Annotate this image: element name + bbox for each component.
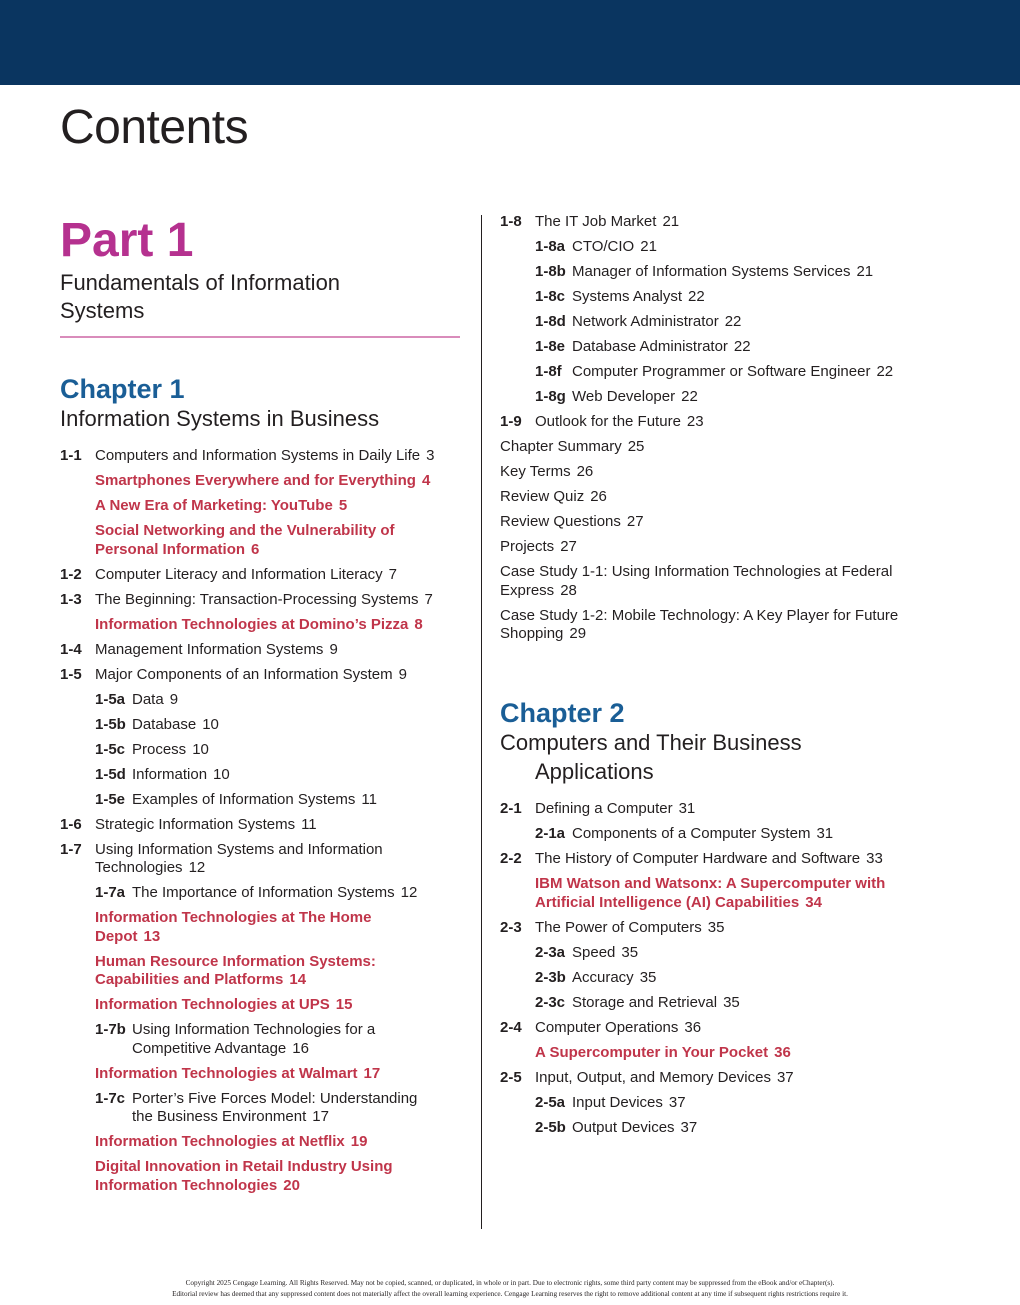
section-number: 2-3b	[535, 968, 566, 986]
page-number: 4	[421, 472, 431, 489]
end-matter-entry	[500, 488, 900, 507]
page-number: 26	[576, 463, 594, 480]
section-number: 1-8d	[535, 313, 566, 330]
page-number: 11	[361, 790, 377, 808]
section-number: 2-5	[500, 1068, 522, 1086]
page-number: 22	[724, 313, 742, 330]
entry-title: Projects	[500, 538, 555, 555]
feature-entry	[60, 1133, 440, 1152]
section-number: 2-4	[500, 1018, 522, 1036]
toc-entry	[60, 816, 440, 835]
copyright-footer	[0, 1278, 1020, 1300]
section-number: 1-5d	[95, 765, 126, 783]
page-number: 27	[560, 538, 577, 555]
entry-title: Storage and Retrieval	[572, 993, 718, 1011]
entry-title: Information Technologies at Netflix	[95, 1133, 345, 1150]
entry-title: Review Quiz	[500, 488, 585, 505]
page-number: 31	[678, 800, 696, 817]
page-number: 17	[312, 1108, 329, 1125]
toc-entry	[500, 1119, 900, 1138]
toc-entry	[60, 666, 440, 685]
page-number: 12	[400, 884, 418, 901]
entry-title: Case Study 1-2: Mobile Technology: A Key Player for Future Shopping	[500, 606, 899, 642]
entry-title: Database Administrator	[572, 338, 728, 355]
toc-entry	[500, 825, 900, 844]
entry-title: IBM Watson and Watsonx: A Supercomputer with Artificial Intelligence (AI) Capabilities	[535, 875, 886, 911]
page-number: 6	[251, 540, 260, 558]
page-number: 33	[866, 850, 883, 867]
entry-title: Database	[132, 715, 197, 733]
section-number: 1-8f	[535, 363, 562, 380]
toc-entry	[500, 1094, 900, 1113]
copyright-line-1: Copyright 2025 Cengage Learning. All Rights Reserved. May not be copied, scanned, or duplicated, in whole or in part. Due to electronic rights, some third party content may be suppressed from the eBook and/or eChapter(s).	[185, 1279, 835, 1287]
entry-title: Management Information Systems	[95, 640, 324, 658]
toc-entry	[500, 1069, 900, 1088]
toc-entry	[60, 566, 440, 585]
page-title: Contents	[60, 101, 249, 154]
left-column	[60, 215, 460, 1202]
copyright-line-2: Editorial review has deemed that any suppressed content does not materially affect the overall learning experience. Cengage Learning reserves the right to remove additional content at any time if subsequent rights restrictions require it.	[172, 1290, 848, 1298]
chapter-2-title-line2: Applications	[535, 759, 654, 784]
feature-entry	[60, 472, 440, 491]
entry-title: Manager of Information Systems Services	[572, 263, 851, 280]
page-number: 9	[398, 665, 407, 683]
entry-title: Accuracy	[572, 968, 634, 986]
section-number: 1-5a	[95, 690, 126, 708]
chapter-1-toc-list-continued	[500, 213, 900, 644]
toc-entry	[500, 338, 900, 357]
section-number: 1-5	[60, 665, 82, 683]
entry-title: Data	[132, 690, 164, 708]
section-number: 1-7a	[95, 884, 126, 901]
toc-entry	[500, 263, 900, 282]
entry-title: Using Information Systems and Information Technologies	[95, 840, 383, 876]
page-number: 9	[329, 640, 338, 658]
part-label: Part 1	[60, 214, 194, 267]
section-number: 1-8a	[535, 238, 566, 255]
entry-title: Input, Output, and Memory Devices	[535, 1068, 771, 1086]
entry-title: Components of a Computer System	[572, 825, 811, 842]
toc-entry	[60, 591, 440, 610]
page-number: 17	[363, 1064, 381, 1082]
entry-title: Outlook for the Future	[535, 413, 681, 430]
toc-entry	[500, 850, 900, 869]
section-number: 1-8e	[535, 338, 566, 355]
toc-entry	[60, 641, 440, 660]
page-number: 25	[627, 438, 645, 455]
section-number: 1-8	[500, 213, 522, 230]
toc-entry	[500, 919, 900, 938]
entry-title: Key Terms	[500, 463, 571, 480]
entry-title: Information Technologies at UPS	[95, 996, 330, 1013]
feature-entry	[500, 1044, 900, 1063]
section-number: 1-8c	[535, 288, 566, 305]
entry-title: Smartphones Everywhere and for Everything	[95, 472, 416, 489]
page-number: 20	[283, 1176, 300, 1194]
entry-title: Information Technologies at Domino’s Pizza	[95, 615, 409, 633]
page-number: 7	[388, 565, 397, 583]
page-number: 22	[688, 288, 705, 305]
page-number: 12	[188, 859, 206, 876]
entry-title: Defining a Computer	[535, 800, 673, 817]
page-number: 21	[662, 213, 680, 230]
toc-entry	[500, 313, 900, 332]
entry-title: Examples of Information Systems	[132, 790, 356, 808]
entry-title: Computer Programmer or Software Engineer	[572, 363, 871, 380]
entry-title: Input Devices	[572, 1093, 663, 1111]
header-banner	[0, 0, 1020, 85]
page-number: 29	[569, 625, 587, 642]
section-number: 2-3a	[535, 943, 566, 961]
entry-title: Computers and Information Systems in Daily Life	[95, 447, 421, 464]
entry-title: The Power of Computers	[535, 918, 702, 936]
toc-entry	[500, 994, 900, 1013]
right-column	[500, 213, 900, 1144]
feature-entry	[60, 996, 440, 1015]
chapter-1-title: Information Systems in Business	[60, 406, 380, 431]
part-title: Fundamentals of Information Systems	[60, 270, 341, 323]
toc-entry	[60, 716, 440, 735]
column-divider	[481, 215, 482, 1229]
page-number: 37	[776, 1068, 794, 1086]
entry-title: The History of Computer Hardware and Software	[535, 850, 861, 867]
page-number: 37	[668, 1093, 686, 1111]
entry-title: Web Developer	[572, 388, 676, 405]
section-number: 2-3	[500, 918, 522, 936]
toc-entry	[60, 447, 440, 466]
toc-entry	[60, 841, 440, 878]
section-number: 2-1a	[535, 825, 566, 842]
toc-entry	[500, 288, 900, 307]
page-number: 27	[626, 513, 644, 530]
page-number: 5	[338, 497, 348, 514]
toc-entry	[500, 238, 900, 257]
entry-title: Human Resource Information Systems: Capabilities and Platforms	[95, 952, 376, 988]
chapter-2-title-line1: Computers and Their Business	[500, 730, 802, 755]
section-number: 1-8g	[535, 388, 566, 405]
entry-title: Chapter Summary	[500, 438, 622, 455]
entry-title: Process	[132, 740, 187, 758]
entry-title: A New Era of Marketing: YouTube	[95, 497, 333, 514]
toc-entry	[500, 363, 900, 382]
page-number: 10	[192, 740, 209, 758]
page-number: 36	[774, 1043, 791, 1061]
feature-entry	[60, 497, 440, 516]
section-number: 1-5c	[95, 740, 126, 758]
end-matter-entry	[500, 563, 900, 600]
page-number: 10	[213, 765, 230, 783]
toc-entry	[60, 791, 440, 810]
entry-title: Computer Operations	[535, 1018, 679, 1036]
toc-entry	[500, 413, 900, 432]
end-matter-entry	[500, 463, 900, 482]
section-number: 2-5a	[535, 1093, 566, 1111]
toc-entry	[60, 741, 440, 760]
toc-entry	[60, 1021, 440, 1058]
entry-title: Information Technologies at The Home Depot	[95, 909, 372, 945]
page-number: 34	[805, 893, 822, 911]
page-number: 31	[816, 825, 834, 842]
page-number: 22	[733, 338, 751, 355]
feature-entry	[60, 616, 440, 635]
entry-title: Output Devices	[572, 1118, 675, 1136]
toc-entry	[500, 944, 900, 963]
page-number: 9	[169, 690, 179, 708]
section-number: 1-9	[500, 413, 522, 430]
page-number: 8	[414, 615, 423, 633]
toc-entry	[60, 1090, 440, 1127]
entry-title: Using Information Technologies for a Competitive Advantage	[132, 1021, 376, 1057]
page-number: 10	[202, 715, 219, 733]
chapter-1-toc-list	[60, 447, 440, 1195]
entry-title: Major Components of an Information System	[95, 665, 393, 683]
section-number: 1-5e	[95, 790, 126, 808]
entry-title: The Beginning: Transaction-Processing Systems	[95, 590, 419, 608]
page-number: 15	[335, 996, 353, 1013]
entry-title: The IT Job Market	[535, 213, 657, 230]
page-number: 19	[350, 1133, 368, 1150]
section-number: 1-5b	[95, 715, 126, 733]
toc-entry	[60, 766, 440, 785]
page-number: 28	[560, 581, 577, 599]
toc-entry	[500, 969, 900, 988]
toc-entry	[500, 388, 900, 407]
page-number: 7	[424, 590, 433, 608]
section-number: 1-7b	[95, 1021, 126, 1038]
chapter-1-label: Chapter 1	[60, 374, 185, 404]
page-number: 26	[590, 488, 607, 505]
chapter-2-toc-list	[500, 800, 900, 1137]
feature-entry	[60, 909, 440, 946]
toc-entry	[500, 800, 900, 819]
section-number: 1-7c	[95, 1089, 126, 1107]
section-number: 2-5b	[535, 1118, 566, 1136]
page-number: 23	[686, 413, 704, 430]
entry-title: Network Administrator	[572, 313, 719, 330]
chapter-2-label: Chapter 2	[500, 698, 625, 728]
entry-title: Speed	[572, 943, 616, 961]
entry-title: Case Study 1-1: Using Information Technologies at Federal Express	[500, 563, 893, 599]
section-number: 2-1	[500, 800, 522, 817]
feature-entry	[60, 1158, 440, 1195]
page-number: 35	[639, 968, 657, 986]
feature-entry	[60, 953, 440, 990]
entry-title: Digital Innovation in Retail Industry Using Information Technologies	[95, 1158, 393, 1194]
entry-title: Information Technologies at Walmart	[95, 1064, 358, 1082]
toc-entry	[60, 884, 440, 903]
entry-title: Strategic Information Systems	[95, 815, 296, 833]
entry-title: Porter’s Five Forces Model: Understanding the Business Environment	[132, 1089, 418, 1125]
feature-entry	[500, 875, 900, 912]
page-number: 21	[640, 238, 657, 255]
end-matter-entry	[500, 538, 900, 557]
page-number: 37	[680, 1118, 698, 1136]
section-number: 1-3	[60, 590, 82, 608]
page-number: 14	[289, 971, 307, 988]
entry-title: A Supercomputer in Your Pocket	[535, 1043, 769, 1061]
section-number: 1-1	[60, 447, 82, 464]
page-number: 22	[681, 388, 698, 405]
end-matter-entry	[500, 513, 900, 532]
entry-title: Review Questions	[500, 513, 621, 530]
section-number: 1-8b	[535, 263, 566, 280]
feature-entry	[60, 522, 440, 559]
toc-entry	[500, 213, 900, 232]
feature-entry	[60, 1065, 440, 1084]
toc-entry	[500, 1019, 900, 1038]
page-number: 21	[856, 263, 874, 280]
page-number: 35	[621, 943, 639, 961]
section-number: 2-2	[500, 850, 522, 867]
section-number: 1-7	[60, 840, 82, 858]
section-number: 1-6	[60, 815, 82, 833]
page-number: 11	[301, 815, 317, 833]
entry-title: Information	[132, 765, 208, 783]
section-number: 1-2	[60, 565, 82, 583]
chapter-2-title	[500, 728, 900, 786]
toc-entry	[60, 691, 440, 710]
end-matter-entry	[500, 438, 900, 457]
entry-title: Systems Analyst	[572, 288, 683, 305]
end-matter-entry	[500, 607, 900, 644]
page-number: 35	[723, 993, 740, 1011]
entry-title: Social Networking and the Vulnerability of Personal Information	[95, 522, 395, 558]
entry-title: The Importance of Information Systems	[132, 884, 395, 901]
page-number: 16	[292, 1039, 309, 1057]
section-number: 2-3c	[535, 993, 566, 1011]
entry-title: Computer Literacy and Information Literacy	[95, 565, 383, 583]
entry-title: CTO/CIO	[572, 238, 635, 255]
section-number: 1-4	[60, 640, 82, 658]
page-number: 36	[684, 1018, 702, 1036]
page-number: 22	[876, 363, 894, 380]
page-number: 3	[426, 447, 435, 464]
page-number: 13	[143, 927, 161, 945]
page-number: 35	[707, 918, 725, 936]
